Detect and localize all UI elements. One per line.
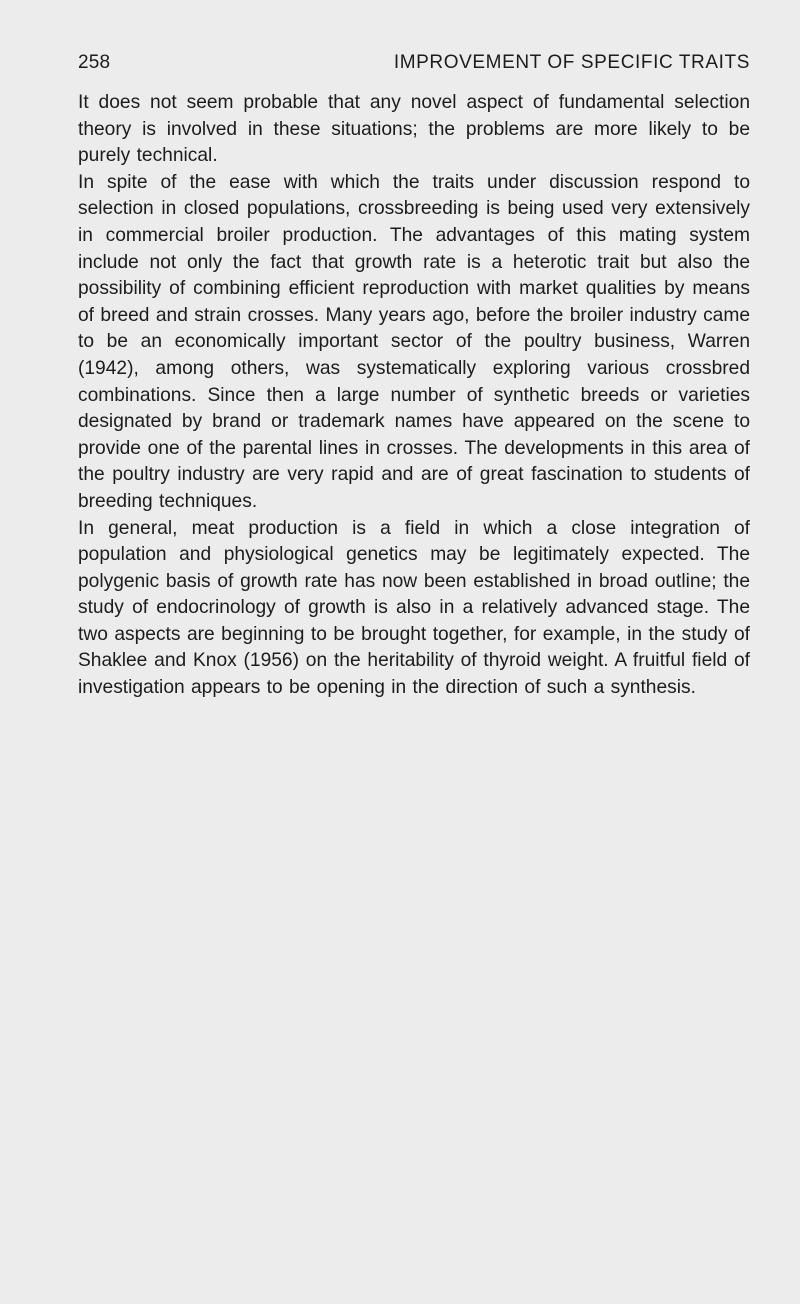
paragraph-meat-production: In general, meat production is a field in which a close integration of population and physiological genetics may be legitimately expected. The polygenic basis of growth rate has now been established in broad outline; the study of endocrinology of growth is also in a relatively advanced stage. The two aspects are beginning to be brought together, for example, in the study of Shaklee and Knox (1956) on the heritability of thyroid weight. A fruitful field of investigation appears to be opening in the direction of such a synthesis. — [78, 517, 750, 699]
paragraph-crossbreeding: In spite of the ease with which the traits under discussion respond to selection in closed populations, crossbreeding is being used very extensively in commercial broiler production. The advantages of this mating system include not only the fact that growth rate is a heterotic trait but also the possibility of combining efficient reproduction with market qualities by means of breed and strain crosses. Many years ago, before the broiler industry came to be an economically important sector of the poultry business, Warren (1942), among others, was systematically exploring various crossbred combinations. Since then a large number of synthetic breeds or varieties designated by brand or trademark names have appeared on the scene to provide one of the parental lines in crosses. The developments in this area of the poultry industry are very rapid and are of great fascination to students of breeding techniques. — [78, 171, 750, 512]
page-number: 258 — [78, 52, 111, 73]
running-title: IMPROVEMENT OF SPECIFIC TRAITS — [393, 52, 750, 73]
paragraph-continuation: It does not seem probable that any novel aspect of fundamental selection theory is involved in these situations; the problems are more likely to be purely technical. — [78, 92, 750, 167]
running-head — [78, 52, 750, 82]
body-text — [78, 90, 750, 702]
